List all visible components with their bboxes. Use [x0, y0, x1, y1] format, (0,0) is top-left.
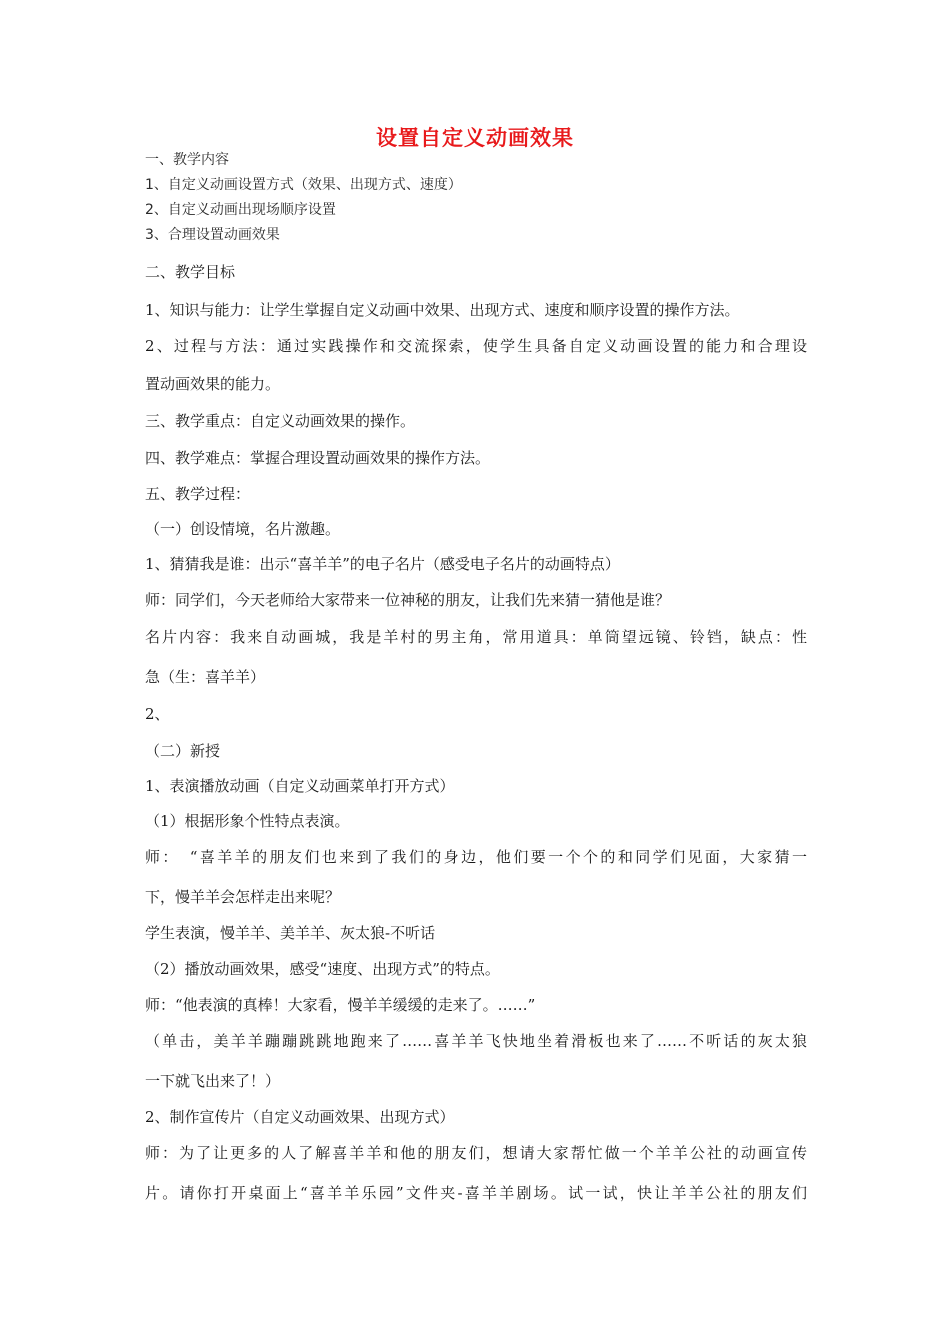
text-line: 五、教学过程：	[145, 485, 251, 503]
text-line: 师：为了让更多的人了解喜羊羊和他的朋友们，想请大家帮忙做一个羊羊公社的动画宣传	[145, 1144, 807, 1162]
text-line: 师：同学们，今天老师给大家带来一位神秘的朋友，让我们先来猜一猜他是谁？	[145, 591, 671, 609]
text-line: 片。请你打开桌面上“喜羊羊乐园”文件夹-喜羊羊剧场。试一试，快让羊羊公社的朋友们	[145, 1184, 807, 1202]
text-line: 名片内容：我来自动画城，我是羊村的男主角，常用道具：单筒望远镜、铃铛，缺点：性	[145, 628, 807, 646]
text-line: 1、表演播放动画（自定义动画菜单打开方式）	[145, 777, 455, 795]
text-line: 师： “喜羊羊的朋友们也来到了我们的身边，他们要一个个的和同学们见面，大家猜一	[145, 848, 807, 866]
text-line: 1、自定义动画设置方式（效果、出现方式、速度）	[145, 177, 462, 193]
text-line: 1、知识与能力：让学生掌握自定义动画中效果、出现方式、速度和顺序设置的操作方法。	[145, 301, 740, 319]
text-line: 三、教学重点：自定义动画效果的操作。	[145, 412, 416, 430]
text-line: （1）根据形象个性特点表演。	[145, 812, 350, 830]
text-line: 一下就飞出来了！）	[145, 1072, 281, 1090]
text-line: 3、合理设置动画效果	[145, 227, 280, 243]
text-line: 2、自定义动画出现场顺序设置	[145, 202, 336, 218]
text-line: 下，慢羊羊会怎样走出来呢？	[145, 888, 341, 906]
text-line: 1、猜猜我是谁：出示“喜羊羊”的电子名片（感受电子名片的动画特点）	[145, 555, 620, 573]
text-line: 2、制作宣传片（自定义动画效果、出现方式）	[145, 1108, 455, 1126]
text-line: 学生表演，慢羊羊、美羊羊、灰太狼-不听话	[145, 924, 436, 942]
text-line: 四、教学难点：掌握合理设置动画效果的操作方法。	[145, 449, 491, 467]
text-line: 二、教学目标	[145, 263, 236, 281]
document-title: 设置自定义动画效果	[376, 126, 574, 150]
text-line: （单击，美羊羊蹦蹦跳跳地跑来了……喜羊羊飞快地坐着滑板也来了……不听话的灰太狼	[145, 1032, 807, 1050]
text-line: 置动画效果的能力。	[145, 375, 281, 393]
text-line: 一、教学内容	[145, 152, 229, 168]
text-line: 急（生：喜羊羊）	[145, 668, 266, 686]
text-line: 2、	[145, 705, 170, 723]
text-line: 师：“他表演的真棒！大家看，慢羊羊缓缓的走来了。……”	[145, 996, 536, 1014]
text-line: （2）播放动画效果，感受“速度、出现方式”的特点。	[145, 960, 500, 978]
text-line: （二）新授	[145, 742, 221, 760]
text-line: （一）创设情境，名片激趣。	[145, 520, 341, 538]
text-line: 2、过程与方法：通过实践操作和交流探索，使学生具备自定义动画设置的能力和合理设	[145, 337, 807, 355]
